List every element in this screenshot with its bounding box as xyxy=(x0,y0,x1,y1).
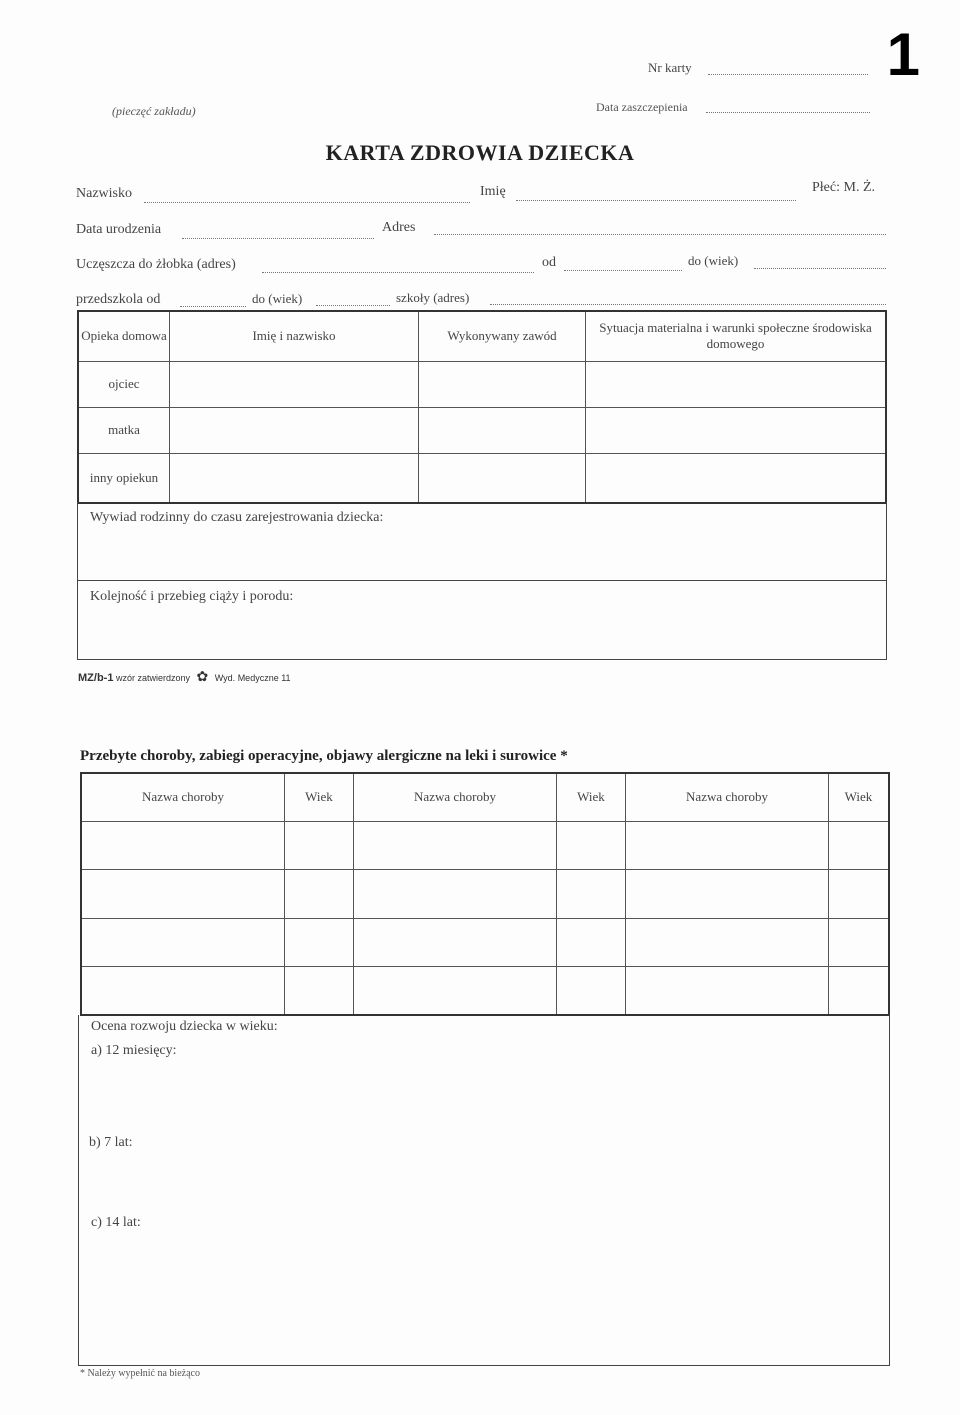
publisher-logo-icon: ✿ xyxy=(196,668,209,684)
cell-input[interactable] xyxy=(586,361,887,407)
przedszkola-line xyxy=(180,306,246,307)
publisher-note2: Wyd. Medyczne 11 xyxy=(214,673,291,683)
kolejnosc-label: Kolejność i przebieg ciąży i porodu: xyxy=(90,589,294,604)
page-title: KARTA ZDROWIA DZIECKA xyxy=(325,140,635,165)
illness-cell[interactable] xyxy=(829,918,890,966)
illness-cell[interactable] xyxy=(626,918,829,966)
illness-cell[interactable] xyxy=(557,870,626,918)
assessment-b: b) 7 lat: xyxy=(89,1135,133,1150)
illness-header-wiek-1: Wiek xyxy=(285,773,354,821)
cell-input[interactable] xyxy=(586,453,887,503)
data-urodzenia-line xyxy=(182,238,374,239)
illness-heading: Przebyte choroby, zabiegi operacyjne, objawy alergiczne na leki i surowice * xyxy=(80,748,568,764)
illness-header-nazwa-1: Nazwa choroby xyxy=(81,773,285,821)
cell-input[interactable] xyxy=(419,361,586,407)
illness-table xyxy=(80,772,890,1016)
illness-cell[interactable] xyxy=(626,967,829,1015)
cell-input[interactable] xyxy=(170,361,419,407)
date-label: Data zaszczepienia xyxy=(596,100,688,114)
header-sytuacja: Sytuacja materialna i warunki społeczne środowiska domowego xyxy=(586,311,887,361)
header-imie-nazwisko: Imię i nazwisko xyxy=(170,311,419,361)
stamp-label: (pieczęć zakładu) xyxy=(112,104,196,118)
od-label: od xyxy=(542,255,556,270)
illness-cell[interactable] xyxy=(626,821,829,869)
illness-cell[interactable] xyxy=(81,967,285,1015)
card-number-big: 1 xyxy=(886,21,920,88)
illness-cell[interactable] xyxy=(354,821,557,869)
assessment-title: Ocena rozwoju dziecka w wieku: xyxy=(91,1019,278,1034)
do-wiek-label: do (wiek) xyxy=(688,253,739,268)
nazwisko-line xyxy=(144,202,470,203)
wywiad-label: Wywiad rodzinny do czasu zarejestrowania dziecka: xyxy=(90,510,384,525)
cell-input[interactable] xyxy=(419,407,586,453)
illness-cell[interactable] xyxy=(557,918,626,966)
illness-cell[interactable] xyxy=(557,967,626,1015)
header-zawod: Wykonywany zawód xyxy=(419,311,586,361)
uczeszcza-label: Uczęszcza do żłobka (adres) xyxy=(76,257,236,272)
data-urodzenia-label: Data urodzenia xyxy=(76,222,162,237)
assessment-a: a) 12 miesięcy: xyxy=(91,1043,177,1058)
publisher-mark xyxy=(78,668,291,685)
uczeszcza-line xyxy=(262,272,534,273)
cell-input[interactable] xyxy=(586,407,887,453)
illness-cell[interactable] xyxy=(557,821,626,869)
illness-cell[interactable] xyxy=(354,918,557,966)
row-label-inny-opiekun: inny opiekun xyxy=(78,453,170,503)
illness-header-wiek-2: Wiek xyxy=(557,773,626,821)
cell-input[interactable] xyxy=(419,453,586,503)
illness-cell[interactable] xyxy=(285,821,354,869)
header-opieka: Opieka domowa xyxy=(78,311,170,361)
wywiad-box[interactable] xyxy=(77,502,887,581)
do-wiek-line xyxy=(754,268,886,269)
illness-header-nazwa-3: Nazwa choroby xyxy=(626,773,829,821)
illness-cell[interactable] xyxy=(626,870,829,918)
nr-karty-line xyxy=(708,74,868,75)
assessment-c: c) 14 lat: xyxy=(91,1215,141,1230)
nazwisko-label: Nazwisko xyxy=(76,186,132,201)
guardians-table xyxy=(77,310,887,504)
illness-cell[interactable] xyxy=(81,821,285,869)
row-label-matka: matka xyxy=(78,407,170,453)
imie-label: Imię xyxy=(480,184,506,199)
adres-label: Adres xyxy=(382,220,416,235)
adres-line xyxy=(434,234,886,235)
illness-cell[interactable] xyxy=(354,870,557,918)
illness-header-wiek-3: Wiek xyxy=(829,773,890,821)
illness-cell[interactable] xyxy=(285,967,354,1015)
kolejnosc-box[interactable] xyxy=(77,580,887,660)
row-label-ojciec: ojciec xyxy=(78,361,170,407)
od-line xyxy=(564,270,682,271)
nr-karty-label: Nr karty xyxy=(648,60,692,75)
footnote: * Należy wypełnić na bieżąco xyxy=(80,1368,200,1379)
szkoly-line xyxy=(490,304,886,305)
illness-cell[interactable] xyxy=(829,967,890,1015)
szkoly-label: szkoły (adres) xyxy=(396,290,470,305)
publisher-note: wzór zatwierdzony xyxy=(115,673,190,683)
date-line xyxy=(706,112,870,113)
cell-input[interactable] xyxy=(170,407,419,453)
illness-cell[interactable] xyxy=(285,918,354,966)
illness-cell[interactable] xyxy=(285,870,354,918)
imie-line xyxy=(516,200,796,201)
do-wiek2-line xyxy=(316,305,390,306)
illness-cell[interactable] xyxy=(829,870,890,918)
illness-cell[interactable] xyxy=(354,967,557,1015)
illness-cell[interactable] xyxy=(829,821,890,869)
przedszkola-label: przedszkola od xyxy=(76,292,161,307)
plec-label: Płeć: M. Ż. xyxy=(812,180,875,195)
illness-header-nazwa-2: Nazwa choroby xyxy=(354,773,557,821)
illness-cell[interactable] xyxy=(81,870,285,918)
do-wiek2-label: do (wiek) xyxy=(252,291,303,306)
assessment-box[interactable] xyxy=(78,1015,890,1366)
cell-input[interactable] xyxy=(170,453,419,503)
illness-cell[interactable] xyxy=(81,918,285,966)
publisher-code: MZ/b-1 xyxy=(78,672,114,684)
